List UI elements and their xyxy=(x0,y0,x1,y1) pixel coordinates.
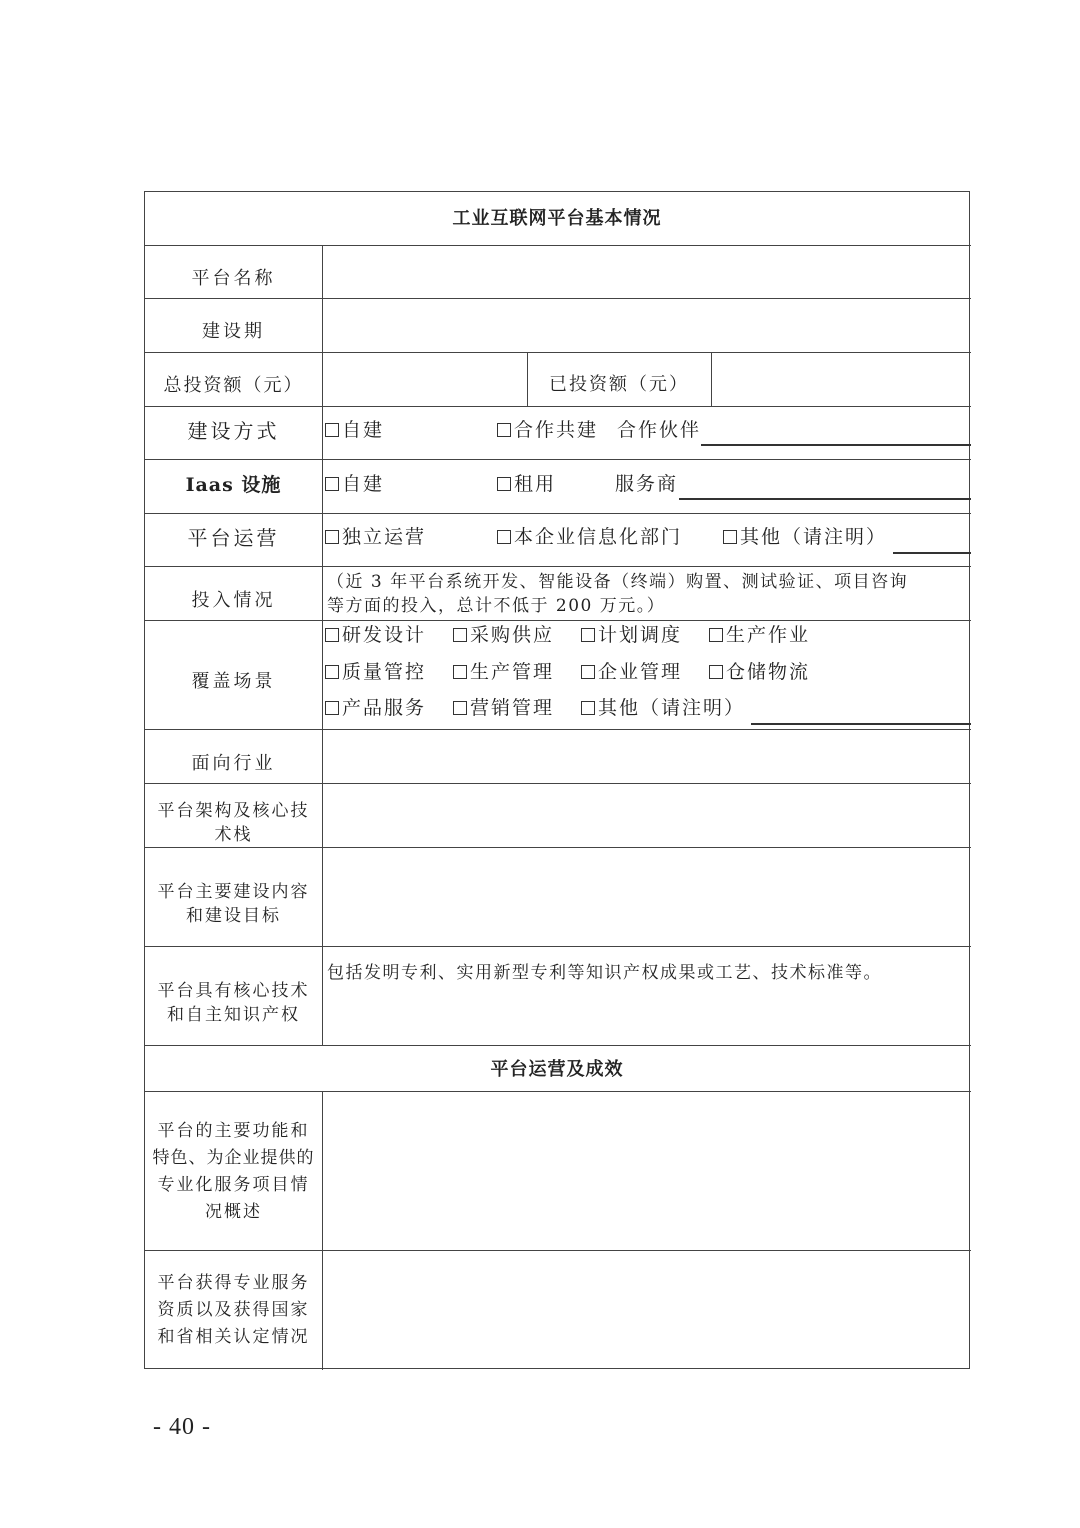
operation-label: 平台运营 xyxy=(187,526,280,550)
scenario-option[interactable]: 生产作业 xyxy=(709,624,810,647)
checkbox-icon[interactable] xyxy=(453,665,467,679)
row-divider xyxy=(145,620,971,621)
scenario-option[interactable]: 研发设计 xyxy=(325,624,426,647)
architecture-label-line1: 平台架构及核心技 xyxy=(157,801,310,821)
ip-note: 包括发明专利、实用新型专利等知识产权成果或工艺、技术标准等。 xyxy=(327,963,882,983)
functions-label-line3: 专业化服务项目情 xyxy=(157,1175,310,1195)
content-label-line1: 平台主要建设内容 xyxy=(157,882,310,902)
row-divider xyxy=(145,406,971,407)
page-number: - 40 - xyxy=(153,1414,211,1440)
provider-label: 服务商 xyxy=(615,473,679,495)
checkbox-icon[interactable] xyxy=(325,530,339,544)
scenario-option[interactable]: 产品服务 xyxy=(325,697,426,720)
partner-fill-line[interactable] xyxy=(701,444,971,446)
invested-amount-label: 已投资额（元） xyxy=(549,374,689,395)
checkbox-icon[interactable] xyxy=(581,628,595,642)
build-mode-self-option[interactable]: 自建 xyxy=(325,419,384,442)
investment-note-line1: （近 3 年平台系统开发、智能设备（终端）购置、测试验证、项目咨询 xyxy=(327,572,909,592)
functions-label-line4: 况概述 xyxy=(205,1202,262,1222)
checkbox-icon[interactable] xyxy=(581,665,595,679)
row-divider xyxy=(145,513,971,514)
checkbox-icon[interactable] xyxy=(453,628,467,642)
checkbox-icon[interactable] xyxy=(325,665,339,679)
scenario-other-fill-line[interactable] xyxy=(751,723,971,725)
checkbox-icon[interactable] xyxy=(325,477,339,491)
checkbox-icon[interactable] xyxy=(723,530,737,544)
provider-fill-line[interactable] xyxy=(679,498,971,500)
column-divider xyxy=(711,352,712,406)
row-divider xyxy=(145,459,971,460)
row-divider xyxy=(145,1091,971,1092)
qualification-label-line2: 资质以及获得国家 xyxy=(157,1300,310,1320)
scenario-option[interactable]: 其他（请注明） xyxy=(581,697,745,720)
column-divider xyxy=(527,352,528,406)
row-divider xyxy=(145,566,971,567)
checkbox-icon[interactable] xyxy=(453,701,467,715)
row-divider xyxy=(145,729,971,730)
partner-label: 合作伙伴 xyxy=(617,419,702,441)
content-label-line2: 和建设目标 xyxy=(186,906,281,926)
checkbox-icon[interactable] xyxy=(709,665,723,679)
iaas-rent-option[interactable]: 租用 xyxy=(497,473,556,496)
operation-other-fill-line[interactable] xyxy=(893,552,971,554)
ip-label-line2: 和自主知识产权 xyxy=(167,1005,300,1025)
scenarios-label: 覆盖场景 xyxy=(191,671,276,692)
checkbox-icon[interactable] xyxy=(709,628,723,642)
row-divider xyxy=(145,946,971,947)
section-title: 平台运营及成效 xyxy=(490,1059,624,1080)
column-divider xyxy=(322,1091,323,1370)
operation-other-option[interactable]: 其他（请注明） xyxy=(723,526,887,549)
build-period-label: 建设期 xyxy=(202,321,265,342)
investment-note-line2: 等方面的投入，总计不低于 200 万元。） xyxy=(327,596,666,616)
ip-label-line1: 平台具有核心技术 xyxy=(157,981,310,1001)
architecture-label-line2: 术栈 xyxy=(214,825,253,845)
operation-it-dept-option[interactable]: 本企业信息化部门 xyxy=(497,526,682,549)
application-form-table xyxy=(144,191,970,1369)
checkbox-icon[interactable] xyxy=(581,701,595,715)
table-title: 工业互联网平台基本情况 xyxy=(452,208,662,229)
industry-label: 面向行业 xyxy=(191,753,276,774)
scenario-option[interactable]: 生产管理 xyxy=(453,661,554,684)
qualification-label-line3: 和省相关认定情况 xyxy=(157,1327,310,1347)
iaas-self-option[interactable]: 自建 xyxy=(325,473,384,496)
checkbox-icon[interactable] xyxy=(497,477,511,491)
checkbox-icon[interactable] xyxy=(325,423,339,437)
platform-name-label: 平台名称 xyxy=(191,268,276,289)
checkbox-icon[interactable] xyxy=(325,701,339,715)
row-divider xyxy=(145,847,971,848)
checkbox-icon[interactable] xyxy=(497,423,511,437)
qualification-label-line1: 平台获得专业服务 xyxy=(157,1273,310,1293)
row-divider xyxy=(145,298,971,299)
scenario-option[interactable]: 质量管控 xyxy=(325,661,426,684)
row-divider xyxy=(145,783,971,784)
scenario-option[interactable]: 采购供应 xyxy=(453,624,554,647)
scenario-option[interactable]: 计划调度 xyxy=(581,624,682,647)
row-divider xyxy=(145,245,971,246)
iaas-label: Iaas 设施 xyxy=(185,474,282,496)
row-divider xyxy=(145,1250,971,1251)
checkbox-icon[interactable] xyxy=(325,628,339,642)
row-divider xyxy=(145,1045,971,1046)
checkbox-icon[interactable] xyxy=(497,530,511,544)
operation-independent-option[interactable]: 独立运营 xyxy=(325,526,426,549)
functions-label-line2: 特色、为企业提供的 xyxy=(152,1148,315,1168)
row-divider xyxy=(145,352,971,353)
investment-label: 投入情况 xyxy=(191,590,276,611)
build-mode-cooperation-option[interactable]: 合作共建 xyxy=(497,419,598,442)
column-divider xyxy=(322,245,323,1045)
functions-label-line1: 平台的主要功能和 xyxy=(157,1121,310,1141)
scenario-option[interactable]: 仓储物流 xyxy=(709,661,810,684)
total-investment-label: 总投资额（元） xyxy=(163,375,304,396)
build-mode-label: 建设方式 xyxy=(187,419,280,443)
scenario-option[interactable]: 企业管理 xyxy=(581,661,682,684)
scenario-option[interactable]: 营销管理 xyxy=(453,697,554,720)
